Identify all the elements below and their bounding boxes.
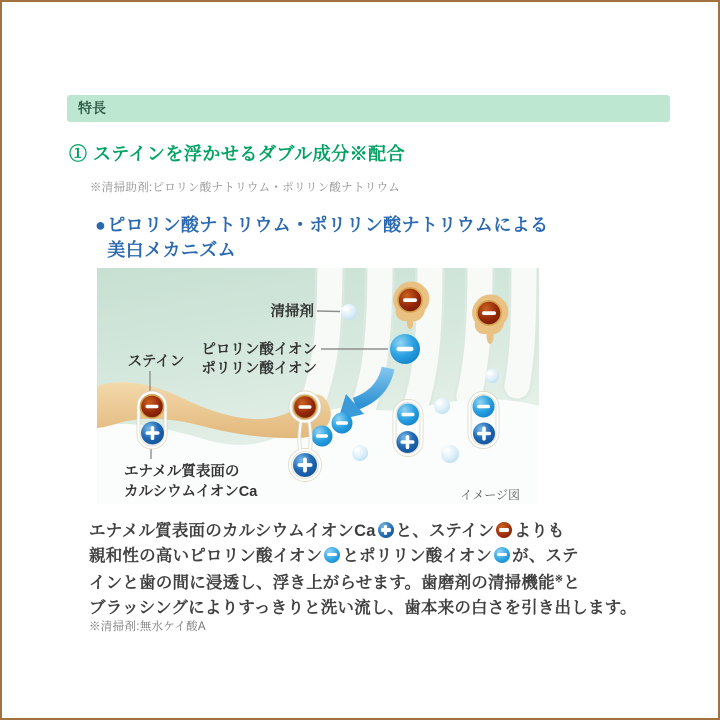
text-segment: エナメル質表面のカルシウムイオンCa	[89, 522, 376, 540]
diagram-caption: イメージ図	[460, 488, 520, 502]
label-stain: ステイン	[127, 354, 185, 370]
mechanism-heading-line1: ピロリン酸ナトリウム・ポリリン酸ナトリウムによる	[107, 215, 549, 235]
footnote-marker: ※	[554, 574, 564, 585]
label-poly-ion: ポリリン酸イオン	[201, 361, 317, 377]
label-cleaning-agent: 清掃剤	[270, 304, 314, 320]
text-segment: よりも	[514, 522, 565, 540]
text-segment: ブラッシングによりすっきりと洗い流し、歯本来の白さを引き出します。	[89, 598, 637, 617]
text-segment: が、ステ	[512, 546, 579, 565]
calcium-plus-icon	[378, 522, 394, 538]
label-pyro-ion: ピロリン酸イオン	[201, 342, 317, 358]
text-segment: とポリリン酸イオン	[342, 546, 493, 565]
description-line	[89, 544, 649, 569]
text-segment: 親和性の高いピロリン酸イオン	[89, 546, 323, 565]
text-segment: インと歯の間に浸透し、浮き上がらせます。歯磨剤の清掃機能	[89, 574, 555, 592]
stain-minus-icon	[496, 522, 512, 538]
description-line	[89, 568, 649, 596]
section-title: 特長	[78, 100, 106, 116]
feature-footnote: ※清掃助剤:ピロリン酸ナトリウム・ポリリン酸ナトリウム	[90, 182, 401, 194]
pyrophosphate-ion-icon	[324, 547, 340, 563]
description-text	[89, 519, 649, 620]
description-line	[89, 596, 649, 621]
mechanism-heading-lines	[107, 213, 548, 263]
mechanism-heading-line2: 美白メカニズム	[107, 239, 237, 260]
section-header-bar	[67, 95, 670, 122]
bullet-icon: ●	[95, 215, 107, 235]
description-line	[89, 519, 649, 544]
cleaning-agent-bubble-icon	[341, 304, 357, 320]
text-segment: と、ステイン	[395, 522, 495, 540]
label-enamel-line1: エナメル質表面の	[124, 464, 240, 480]
text-segment: と	[563, 574, 581, 592]
diagram-illustration	[97, 268, 539, 504]
mechanism-heading	[95, 213, 549, 263]
cleaning-agent-footnote: ※清掃剤:無水ケイ酸A	[89, 621, 206, 633]
polyphosphate-ion-icon	[494, 547, 510, 563]
label-enamel-line2: カルシウムイオンCa	[124, 484, 258, 500]
feature-heading: ① ステインを浮かせるダブル成分※配合	[69, 144, 406, 164]
mechanism-diagram	[97, 268, 539, 504]
phosphate-ion-large-icon	[390, 334, 420, 364]
